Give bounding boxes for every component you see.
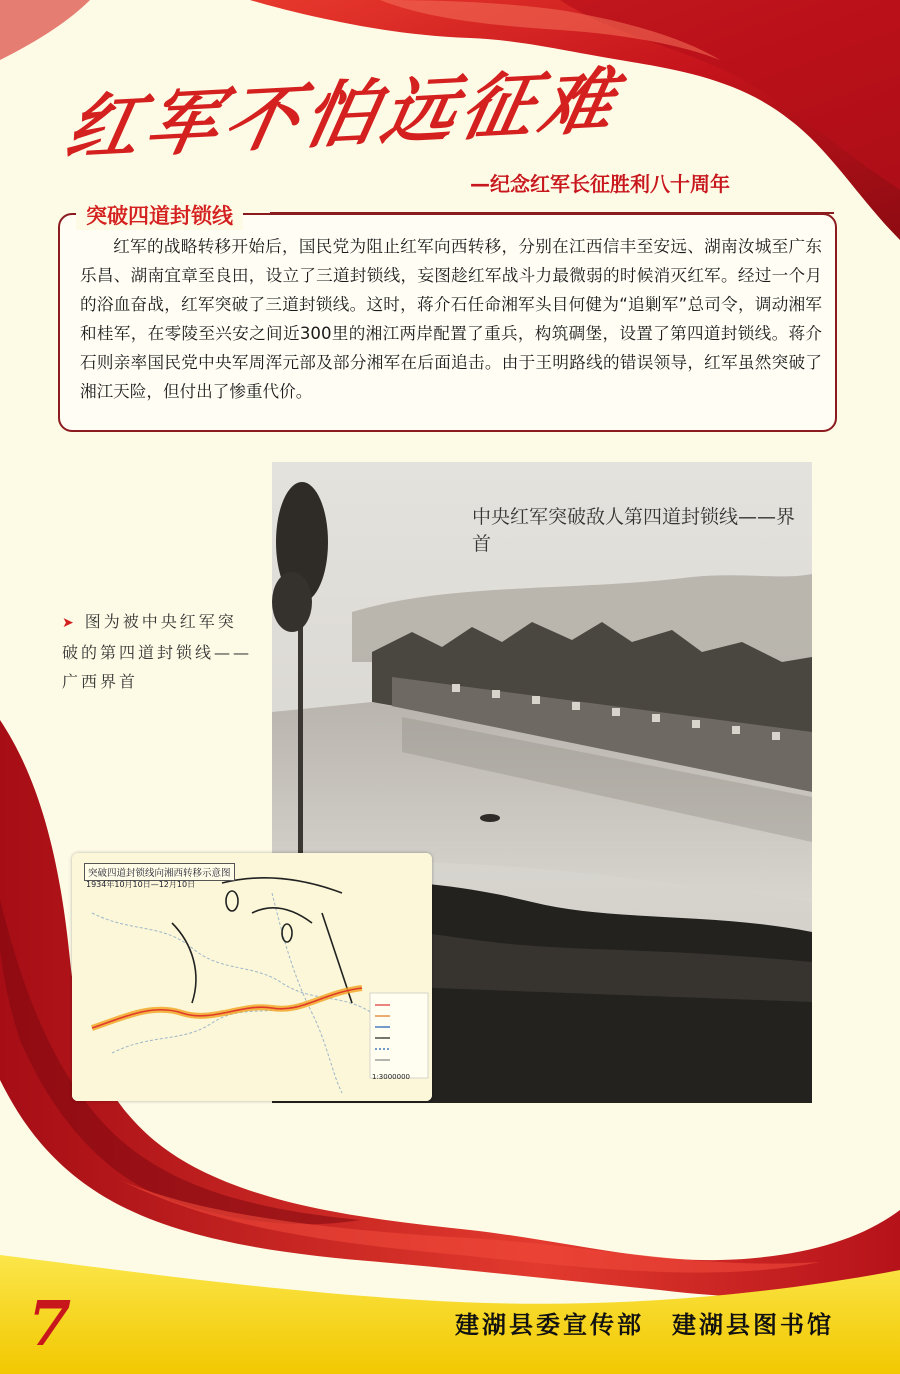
- page-subtitle: —纪念红军长征胜利八十周年: [470, 172, 730, 196]
- photo-caption: [62, 607, 252, 696]
- photo-inset-caption: 中央红军突破敌人第四道封锁线——界首: [472, 506, 796, 555]
- page-number: 7: [28, 1287, 72, 1360]
- arrow-icon: ➤: [62, 615, 77, 631]
- footer-org-1: 建湖县委宣传部: [455, 1311, 644, 1339]
- section-body: 红军的战略转移开始后，国民党为阻止红军向西转移，分别在江西信丰至安远、湖南汝城至广东乐昌、湖南宜章至良田，设立了三道封锁线，妄图趁红军战斗力最微弱的时候消灭红军。经过一个月的浴血奋战，红军突破了三道封锁线。这时，蒋介石任命湘军头目何健为“追剿军”总司令，调动湘军和桂军，在零陵至兴安之间近300里的湘江两岸配置了重兵，构筑碉堡，设置了第四道封锁线。蒋介石则亲率国民党中央军周浑元部及部分湘军在后面追击。由于王明路线的错误领导，红军虽然突破了湘江天险，但付出了惨重代价。: [80, 237, 822, 401]
- map-scale: 1:3000000: [372, 1073, 410, 1081]
- calligraphy-title: 红军不怕远征难: [59, 57, 629, 171]
- map-date: 1934年10月10日—12月10日: [86, 880, 196, 889]
- footer-org-2: 建湖县图书馆: [672, 1311, 834, 1339]
- route-map: [72, 853, 432, 1101]
- footer-organizations: [455, 1305, 834, 1340]
- map-title: 突破四道封锁线向湘西转移示意图: [84, 863, 235, 881]
- route-map-drawing: [72, 853, 432, 1101]
- photo-caption-text: 图为被中央红军突破的第四道封锁线——广西界首: [62, 612, 253, 691]
- section-title: 突破四道封锁线: [76, 200, 243, 230]
